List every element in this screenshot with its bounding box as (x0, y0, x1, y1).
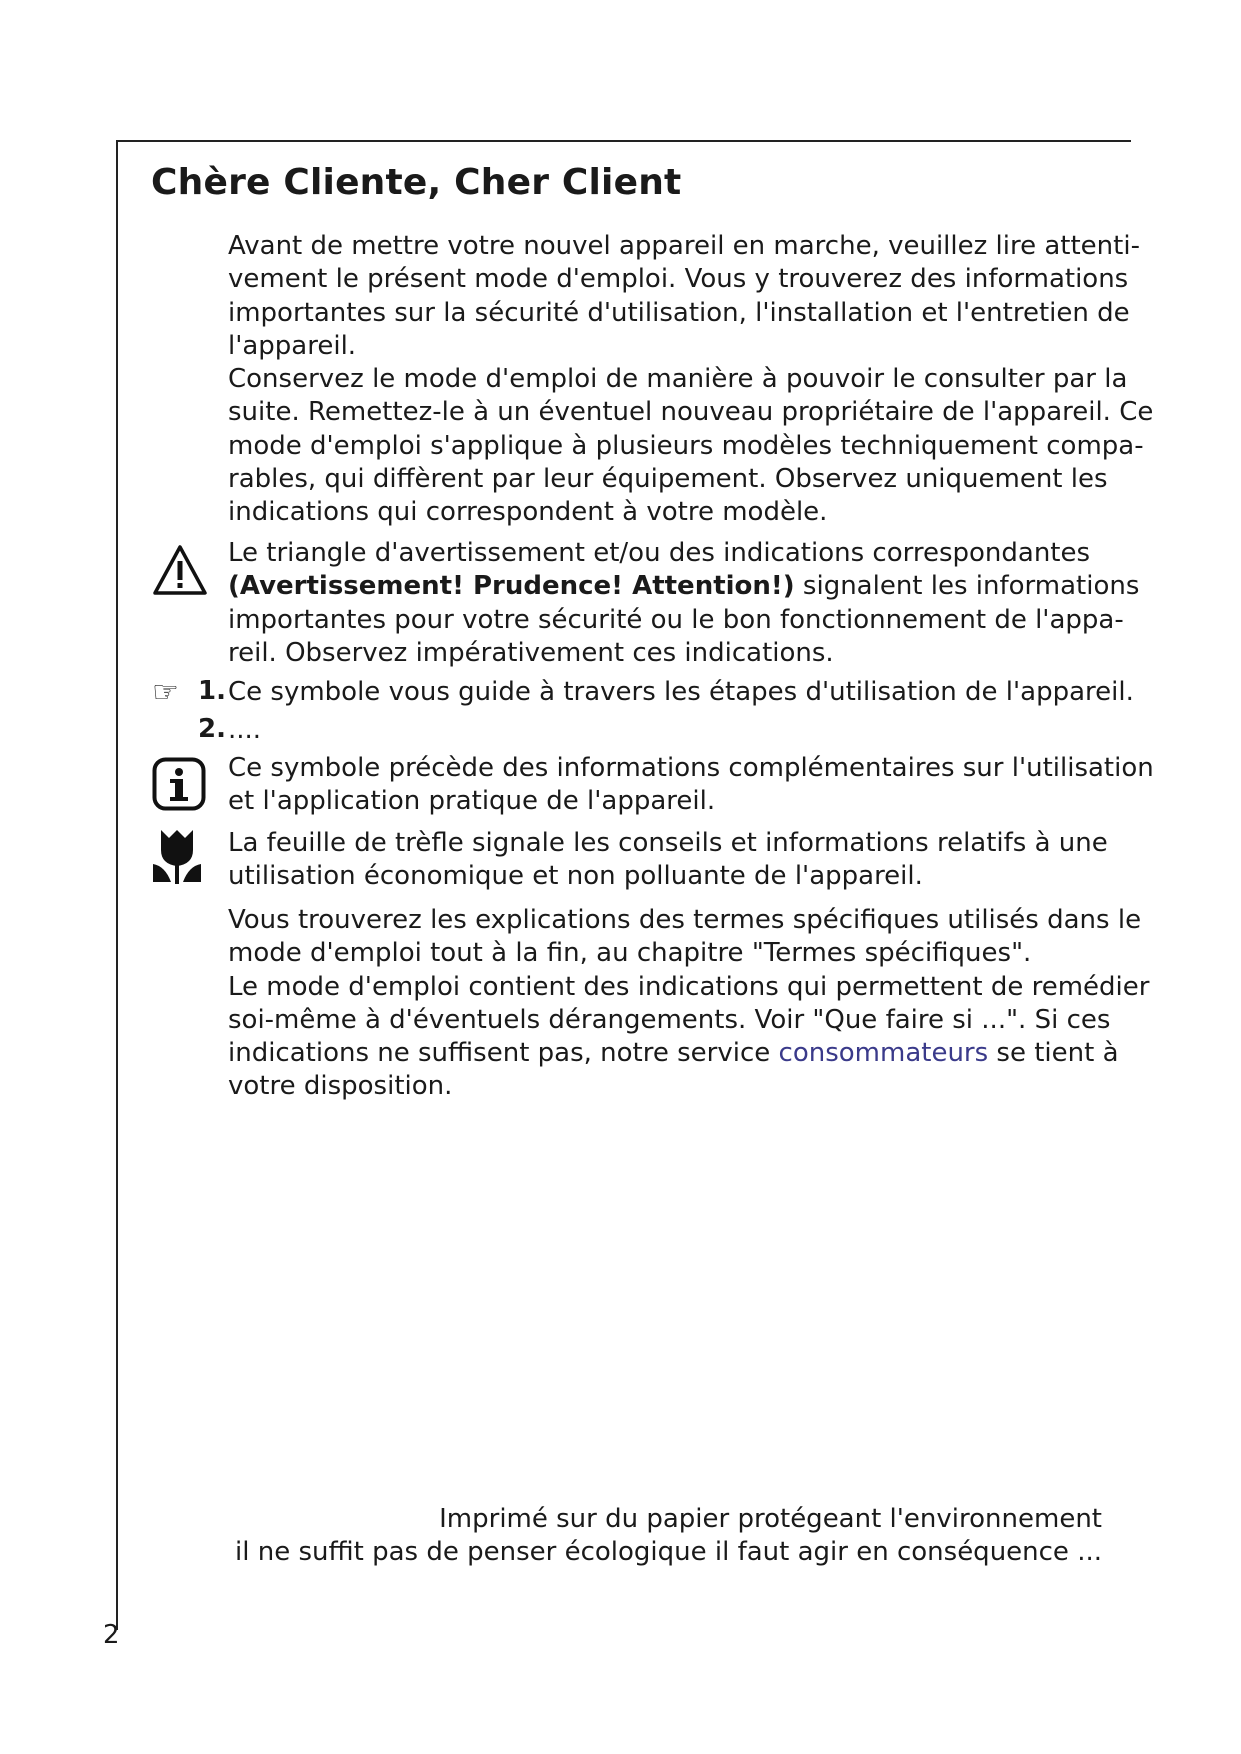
warning-paragraph (228, 537, 1140, 670)
eco-line: La feuille de trèfle signale les conseils et informations relatifs à une (228, 828, 1108, 858)
step-number: 2. (198, 714, 226, 744)
intro-line: vement le présent mode d'emploi. Vous y trouverez des informations (228, 264, 1129, 295)
warning-line: Le triangle d'avertissement et/ou des indications correspondantes (228, 538, 1091, 568)
page-number: 2 (103, 1620, 120, 1650)
closing-line (228, 1037, 1119, 1070)
closing-line: soi-même à d'éventuels dérangements. Voir "Que faire si ...". Si ces (228, 1004, 1111, 1035)
top-rule (116, 140, 1131, 142)
intro-line: Conservez le mode d'emploi de manière à pouvoir le consulter par la (228, 364, 1128, 395)
step-text: Ce symbole vous guide à travers les étapes d'utilisation de l'appareil. (228, 677, 1134, 707)
step-text: .... (228, 715, 262, 745)
info-paragraph (228, 752, 1154, 819)
info-line: et l'application pratique de l'appareil. (228, 786, 716, 817)
closing-line: Le mode d'emploi contient des indications qui permettent de remédier (228, 971, 1150, 1002)
intro-line: Avant de mettre votre nouvel appareil en marche, veuillez lire attenti- (228, 231, 1140, 261)
footer-line: Imprimé sur du papier protégeant l'environnement (439, 1504, 1102, 1534)
warning-line: importantes pour votre sécurité ou le bon fonctionnement de l'appa- (228, 604, 1124, 635)
intro-line: rables, qui diffèrent par leur équipement. Observez uniquement les (228, 464, 1108, 495)
intro-line: l'appareil. (228, 330, 357, 361)
left-rule (116, 140, 118, 1630)
intro-line: importantes sur la sécurité d'utilisation, l'installation et l'entretien de (228, 297, 1130, 328)
closing-line: votre disposition. (228, 1071, 453, 1102)
footer-line: il ne suffit pas de penser écologique il faut agir en conséquence ... (235, 1537, 1102, 1567)
consumer-service-link[interactable]: consommateurs (778, 1038, 989, 1069)
warning-line-rest: signalent les informations (794, 571, 1140, 602)
eco-line: utilisation économique et non polluante de l'appareil. (228, 861, 923, 892)
intro-line: suite. Remettez-le à un éventuel nouveau propriétaire de l'appareil. Ce (228, 397, 1154, 428)
intro-line: indications qui correspondent à votre modèle. (228, 497, 828, 528)
leaf-icon (151, 828, 203, 884)
eco-paragraph (228, 827, 1108, 894)
closing-line: Vous trouverez les explications des termes spécifiques utilisés dans le (228, 905, 1142, 935)
intro-paragraph (228, 230, 1154, 530)
warning-keywords: (Avertissement! Prudence! Attention!) (228, 571, 795, 602)
warning-triangle-icon (152, 544, 208, 596)
step-number: 1. (198, 676, 226, 706)
warning-line (228, 570, 1140, 603)
closing-paragraph (228, 904, 1150, 1104)
intro-line: mode d'emploi s'applique à plusieurs modèles techniquement compa- (228, 430, 1144, 461)
info-line: Ce symbole précède des informations complémentaires sur l'utilisation (228, 753, 1154, 783)
page-title: Chère Cliente, Cher Client (151, 162, 682, 203)
pointing-hand-icon: ☞ (152, 675, 179, 710)
closing-text: indications ne suffisent pas, notre service (228, 1038, 779, 1069)
closing-text: se tient à (988, 1038, 1119, 1069)
info-icon (152, 757, 206, 811)
warning-line: reil. Observez impérativement ces indications. (228, 637, 834, 668)
closing-line: mode d'emploi tout à la fin, au chapitre "Termes spécifiques". (228, 938, 1032, 969)
